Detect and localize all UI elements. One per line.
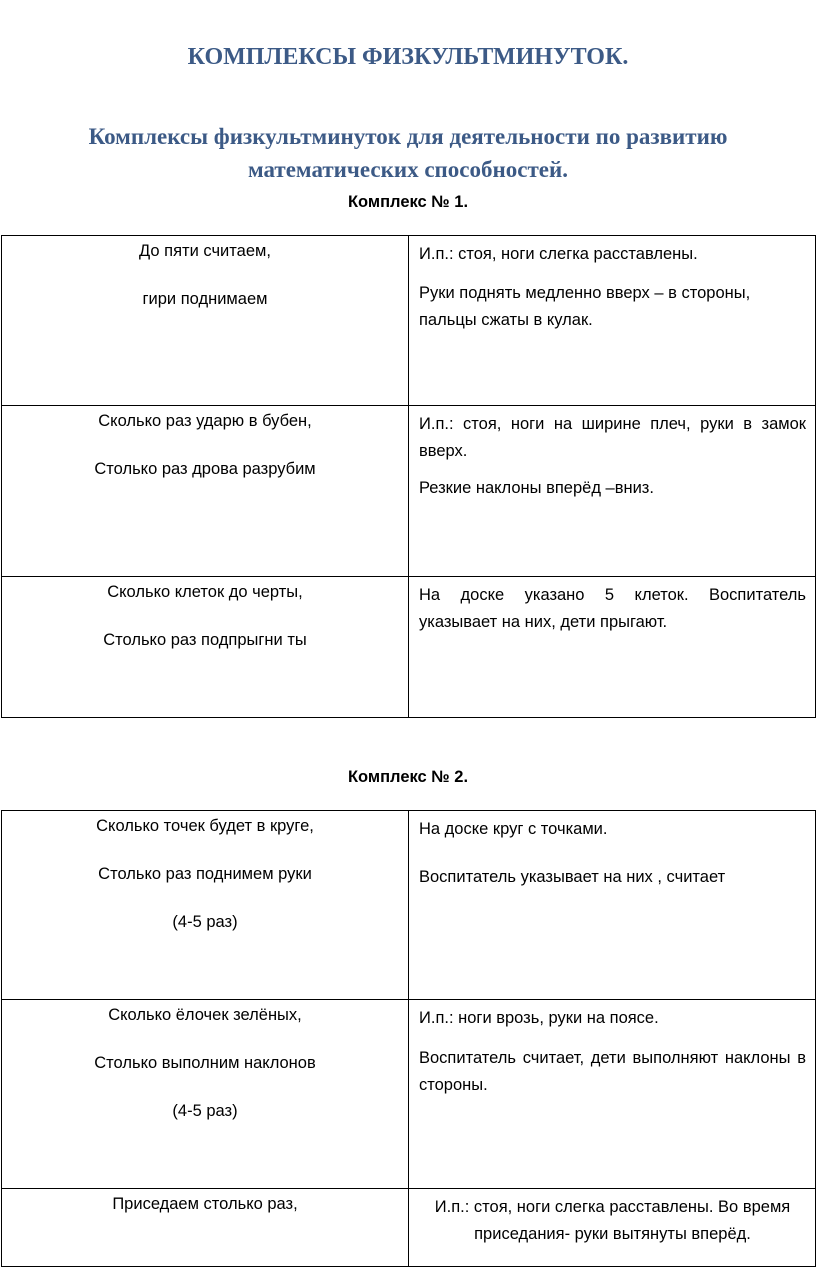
rhyme-cell <box>2 577 409 718</box>
rhyme-line: Столько раз поднимем руки <box>98 865 312 883</box>
instruction-text: Воспитатель указывает на них , считает <box>419 868 726 886</box>
complex-2-table <box>1 810 816 1267</box>
table-row <box>2 811 816 1000</box>
rhyme-line: Столько раз дрова разрубим <box>94 460 316 478</box>
instruction-text: Резкие наклоны вперёд –вниз. <box>419 479 654 497</box>
complex-2-heading: Комплекс № 2. <box>347 768 469 786</box>
rhyme-line: Сколько клеток до черты, <box>107 583 303 601</box>
instruction-text: И.п.: стоя, ноги слегка расставлены. <box>419 245 698 263</box>
rhyme-line: гири поднимаем <box>142 290 268 308</box>
rhyme-line: Приседаем столько раз, <box>112 1195 298 1213</box>
subtitle-line-1: Комплексы физкультминуток для деятельности по развитию <box>88 124 728 149</box>
table-row <box>2 406 816 577</box>
rhyme-line: Столько раз подпрыгни ты <box>103 631 307 649</box>
rhyme-cell <box>2 1189 409 1267</box>
instruction-text: И.п.: стоя, ноги слегка расставлены. Во время приседания- руки вытянуты вперёд. <box>434 1198 791 1243</box>
instruction-cell <box>409 811 816 1000</box>
rhyme-line: Сколько раз ударю в бубен, <box>98 412 312 430</box>
instruction-cell <box>409 1189 816 1267</box>
rhyme-line: (4-5 раз) <box>172 1102 238 1120</box>
instruction-text: И.п.: стоя, ноги на ширине плеч, руки в замок вверх. <box>419 415 806 460</box>
table-row <box>2 1000 816 1189</box>
rhyme-line: Сколько ёлочек зелёных, <box>108 1006 302 1024</box>
rhyme-line: Столько выполним наклонов <box>94 1054 316 1072</box>
rhyme-cell <box>2 406 409 577</box>
rhyme-line: (4-5 раз) <box>172 913 238 931</box>
instruction-cell <box>409 1000 816 1189</box>
rhyme-cell <box>2 1000 409 1189</box>
page-subtitle <box>0 120 816 186</box>
instruction-text: И.п.: ноги врозь, руки на поясе. <box>419 1009 659 1027</box>
table-row <box>2 236 816 406</box>
page-title: КОМПЛЕКСЫ ФИЗКУЛЬТМИНУТОК. <box>187 44 629 70</box>
rhyme-cell <box>2 236 409 406</box>
rhyme-line: До пяти считаем, <box>139 242 271 260</box>
rhyme-cell <box>2 811 409 1000</box>
table-row <box>2 577 816 718</box>
instruction-cell <box>409 577 816 718</box>
table-row <box>2 1189 816 1267</box>
instruction-cell <box>409 406 816 577</box>
subtitle-line-2: математических способностей. <box>248 157 568 182</box>
instruction-text: На доске указано 5 клеток. Воспитатель указывает на них, дети прыгают. <box>419 586 806 631</box>
complex-1-table <box>1 235 816 718</box>
complex-1-heading: Комплекс № 1. <box>347 193 469 211</box>
instruction-text: Воспитатель считает, дети выполняют наклоны в стороны. <box>419 1049 806 1094</box>
instruction-text: На доске круг с точками. <box>419 820 608 838</box>
instruction-cell <box>409 236 816 406</box>
instruction-text: Руки поднять медленно вверх – в стороны, пальцы сжаты в кулак. <box>419 284 751 329</box>
rhyme-line: Сколько точек будет в круге, <box>96 817 314 835</box>
